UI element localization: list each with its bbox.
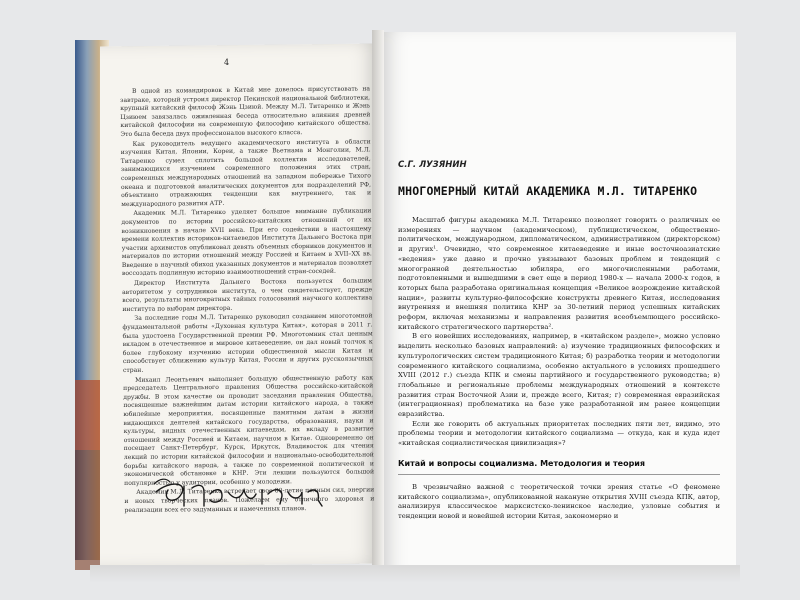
page-number: 4 xyxy=(224,58,230,67)
article-author: С.Г. ЛУЗЯНИН xyxy=(398,160,467,170)
left-paragraph: За последние годы М.Л. Титаренко руководил созданием многотомной фундаментальной работы «Духовная культура Китая», которая в 2011 г. была удостоена Государственной премии РФ. Многотомник стал ценным вкладом в отечественное и мировое китаеведение, он дал новый толчок к более глубокому изучению истории общественной мысли Китая и способствует сближению культур Китая, России и других русскоязычных стран. xyxy=(122,312,373,374)
left-paragraph: Михаил Леонтьевич выполняет большую общественную работу как председатель Центрального правления Общества российско-китайской дружбы. В этом качестве он проводит заседания правления Общества, посвященные важнейшим датам истории китайского народа, а также юбилейные мероприятия, посвященные памятным датам в жизни видающихся деятелей китайского государства, образования, науки и культуры, видных отечественных китаеведам, их вкладу в развитие отношений между Россией и Китаем, научном в Китае. Одновременно он посещает Санкт-Петербург, Курск, Иркутск, Владивосток для чтения лекций по истории китайской философии и национально-освободительной борьбы китайского народа, а также по современной политической и экономической обстановке в КНР. Эти лекции пользуются большой популярностью у аудитории, особенно у молодежи. xyxy=(123,373,375,487)
left-paragraph: Академик М.Л. Титаренко уделяет большое внимание публикации документов по истории российско-китайских отношений от их возникновения в начале XVII века. При его содействии в настоящему времени коллектив историков-китаеведов Института Дальнего Востока при участии архивистов опубликовал девять объемных сборников документов и материалов по истории отношений между Россией и Китаем в XVII–XX вв. Введение в научный обиход указанных документов и материалов позволяет воссоздать подлинную историю взаимоотношений стран-соседей. xyxy=(121,207,372,278)
divider xyxy=(398,474,720,475)
article-paragraph: В его новейших исследованиях, например, в «китайском разделе», можно условно выделить несколько базовых направлений: а) изучение традиционных философских и культурологических систем традиционного Китая; б) разработка теории и методологии современного китайского социализма, особенно актуального в условиях прошедшего XVIII (2012 г.) съезда КПК и смены партийного и государственного руководства; в) глобальные и региональные проблемы международных отношений в контексте развития стран Восточной Азии и, прежде всего, Китая; г) современная евразийская (интеграционная) проблематика на базе уже разработанной им ранее концепции евразийства. xyxy=(398,332,720,419)
article-title: МНОГОМЕРНЫЙ КИТАЙ АКАДЕМИКА М.Л. ТИТАРЕНКО xyxy=(398,184,698,198)
left-page-text xyxy=(120,85,374,516)
article-paragraph: Если же говорить об актуальных приоритетах последних пяти лет, видимо, это проблемы теории и методологии китайского социализма — откуда, как и куда идет «китайская социалистическая цивилизация»? xyxy=(398,419,720,448)
left-paragraph: Академик М.Л. Титаренко встречает свое 80-летие полным сил, энергии и новых творческих планов. Пожелаем ему отличного здоровья и реализации всех его задуманных и намеченных планов. xyxy=(124,486,375,514)
article-body xyxy=(398,216,720,522)
left-paragraph: Директор Института Дальнего Востока пользуется большим авторитетом у сотрудников института, о чем свидетельствует, прежде всего, результаты многократных тайных голосований научного коллектива института по выборам директора. xyxy=(122,277,373,313)
article-paragraph: Масштаб фигуры академика М.Л. Титаренко позволяет говорить о различных ее измерениях — научном (академическом), публицистическом, общественно-политическом, международном, дипломатическом, административном (директорском) и других¹. Очевидно, что современное китаеведение и иные восточноазиатские «ведения» уже давно и прочно увязывают базовых проблем и тенденций с многогранной деятельностью юбиляра, его многочисленными работами, подготовленными и вышедшими в свет еще в период 1980-х — начала 2000-х годов, в которых была разработана оригинальная концепция «Великое возрождение китайской нации», развиты культурно-философские конструкты древнего Китая, исследования внутренняя и внешняя политика КНР за 30-летний период успешных китайских реформ, включая механизмы и направления развития всеобъемлющего российско-китайского стратегического партнерства². xyxy=(398,216,720,331)
article-paragraph: В чрезвычайно важной с теоретической точки зрения статье «О феномене китайского социализма», опубликованной накануне открытия XVIII съезда КПК, автор, анализируя классическое марксистско-ленинское наследие, узловые события и тенденции новой и новейшей истории Китая, закономерно и xyxy=(398,482,720,520)
handwritten-signature xyxy=(150,470,330,520)
left-paragraph: В одной из командировок в Китай мне довелось присутствовать на завтраке, который устроил директор Пекинской национальной библиотеки, крупный китайский философ Жэнь Цзиюй. Между М.Л. Титаренко и Жэнь Цзиюем завязалась оживленная беседа относительно влияния древней китайской философии на современную философию китайского общества. Это была беседа двух профессионалов высокого класса. xyxy=(120,85,371,138)
left-paragraph: Как руководитель ведущего академического института в области изучения Китая, Японии, Кореи, а также Вьетнама и Монголии, М.Л. Титаренко сумел сплотить большой коллектив исследователей, занимающихся изучением современного положения этих стран, современных международных отношений на западном побережье Тихого океана и подготовкой аналитических документов для подразделений РФ, объективно отражающих тенденции как внутреннего, так и международного развития АТР. xyxy=(120,137,372,208)
article-subheading: Китай и вопросы социализма. Методология и теория xyxy=(398,458,646,468)
article xyxy=(398,160,720,522)
